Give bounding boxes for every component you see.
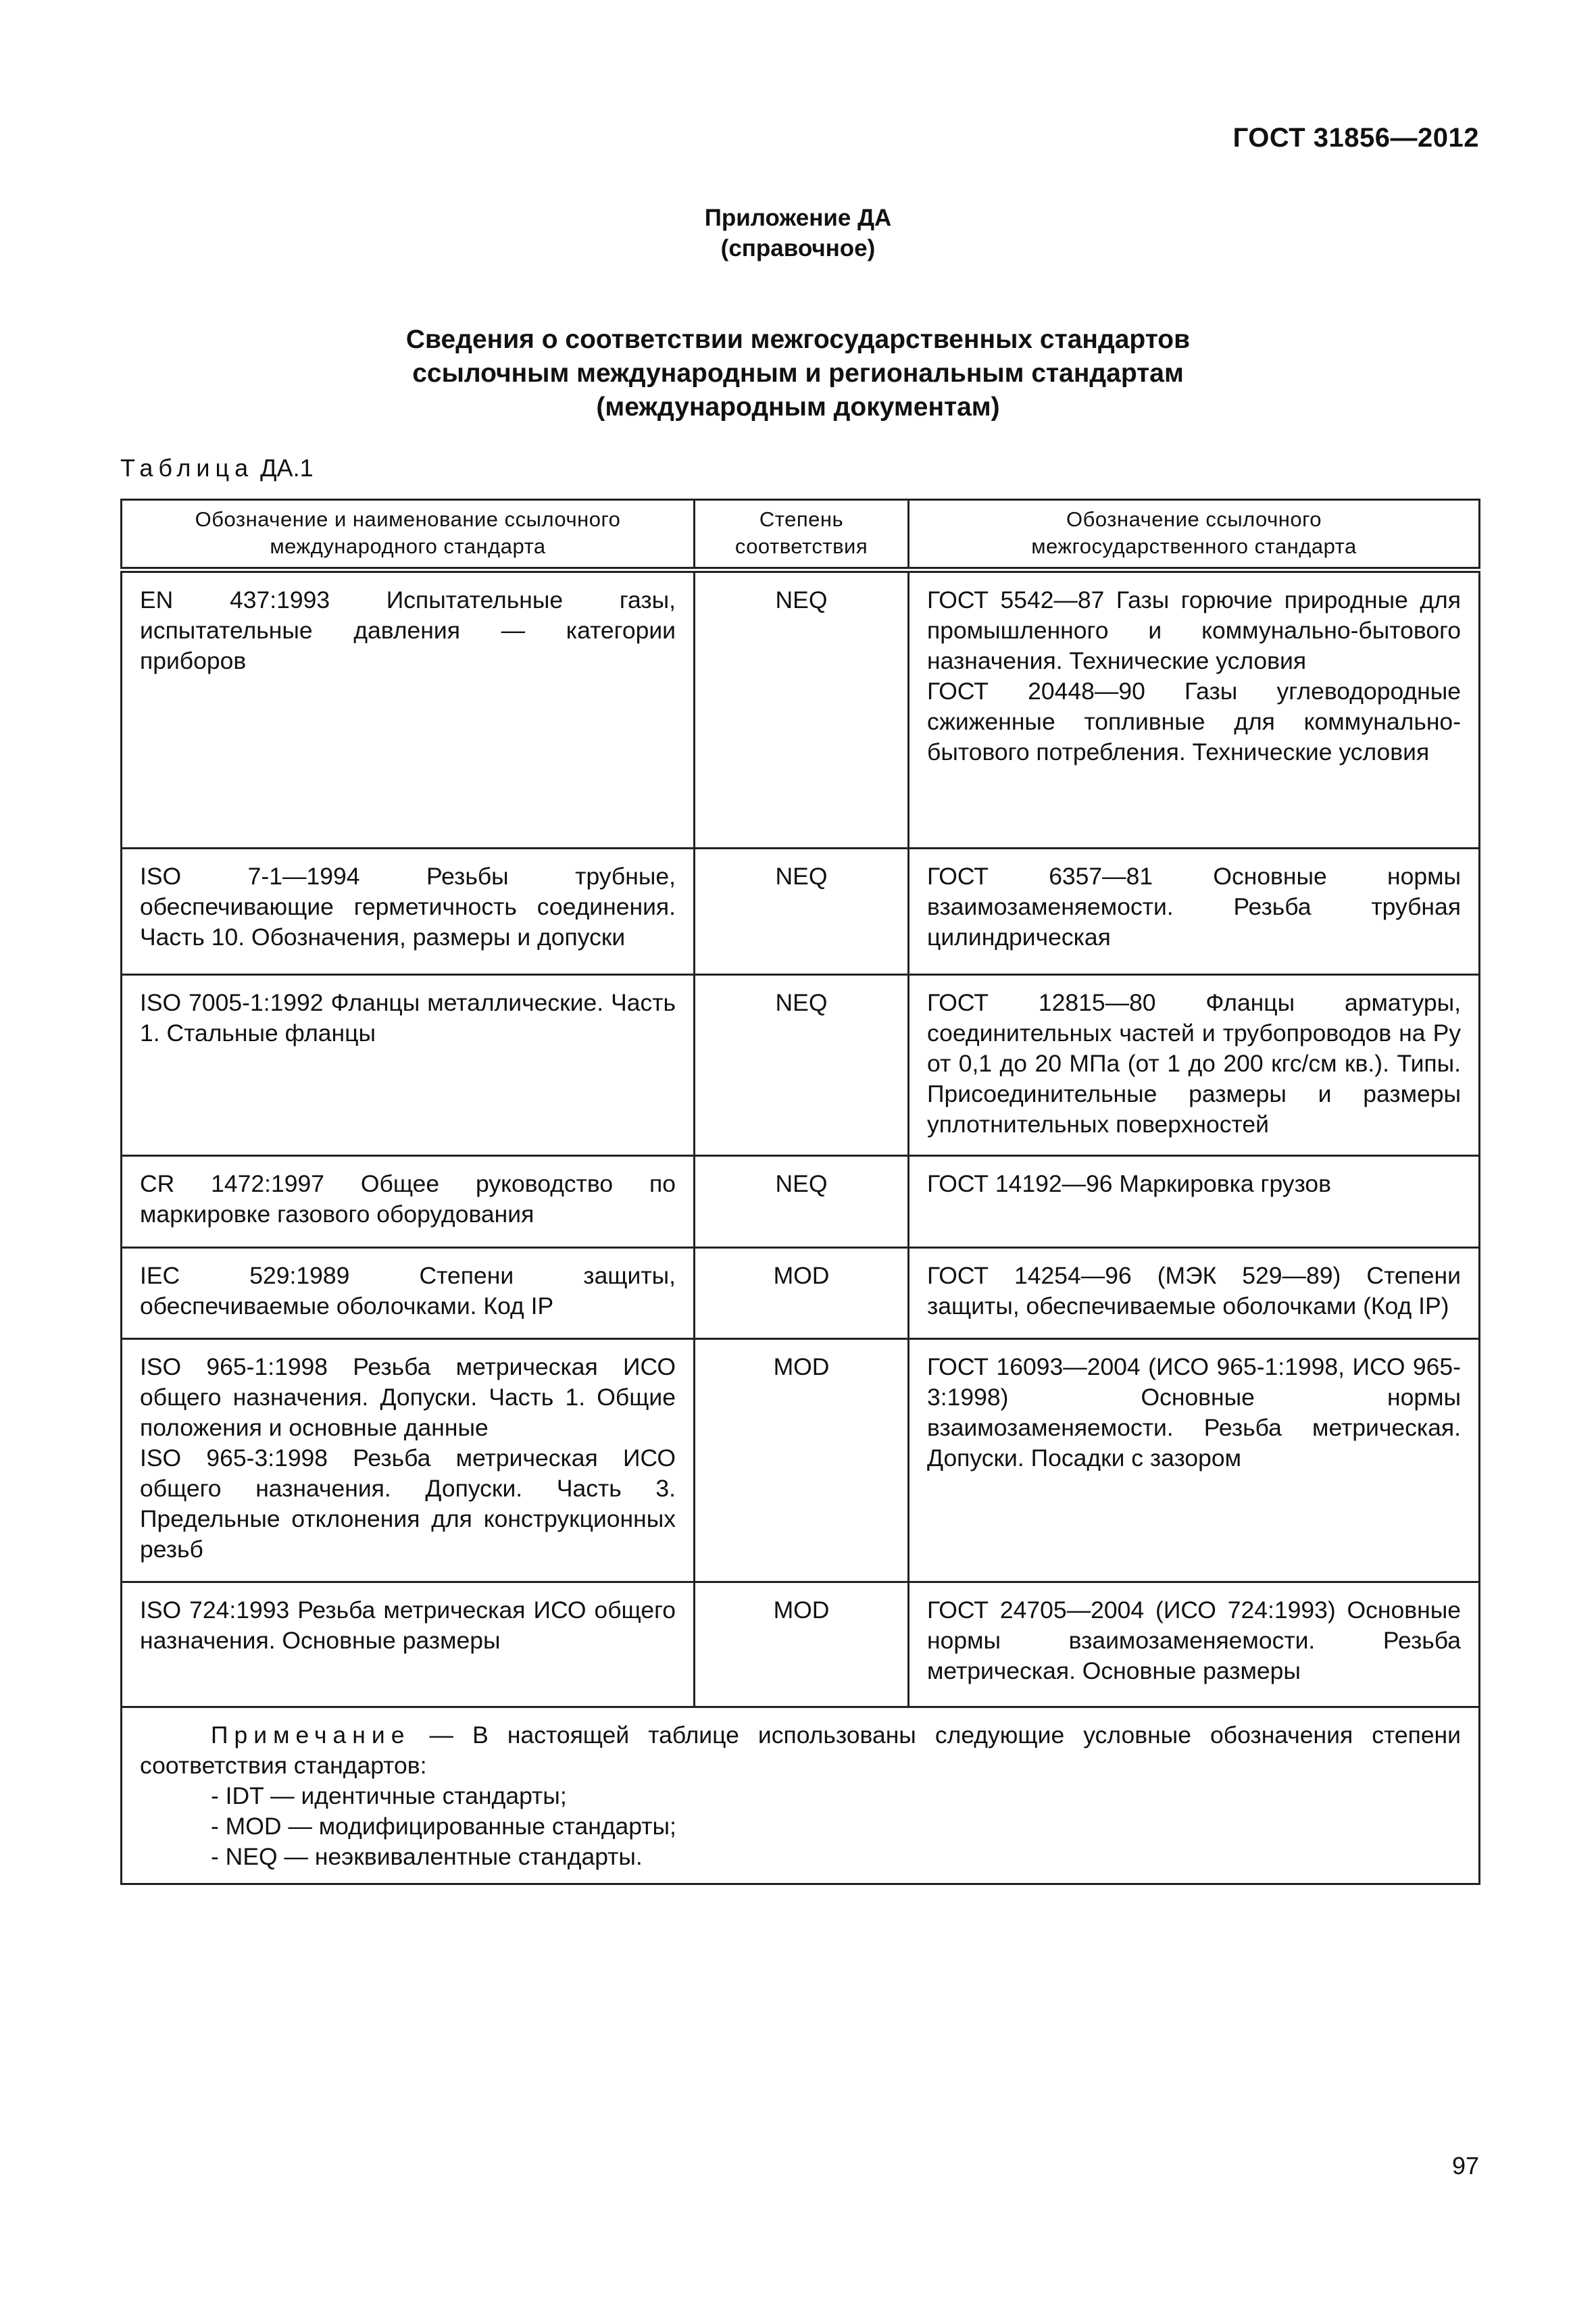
table-label-prefix: Таблица: [120, 454, 254, 482]
table-row: [122, 975, 1480, 1156]
interstate-standard-cell: ГОСТ 14192—96 Маркировка грузов: [909, 1156, 1480, 1248]
correspondence-table: [120, 499, 1480, 1885]
reference-standard-cell: CR 1472:1997 Общее руководство по маркировке газового оборудования: [122, 1156, 695, 1248]
degree-cell: NEQ: [695, 570, 909, 849]
interstate-standard-cell: ГОСТ 24705—2004 (ИСО 724:1993) Основные нормы взаимозаменяемости. Резьба метрическая. Основные размеры: [909, 1582, 1480, 1707]
header-interstate-standard: Обозначение ссылочного межгосударственного стандарта: [909, 500, 1480, 570]
document-title: [0, 323, 1596, 424]
table-row: [122, 1156, 1480, 1248]
table-header-row: [122, 500, 1480, 570]
interstate-standard-cell: ГОСТ 5542—87 Газы горючие природные для промышленного и коммунально-бытового назначения. Технические условия ГОСТ 20448—90 Газы углеводородные сжиженные топливные для коммунально-бытового потребления. Технические условия: [909, 570, 1480, 849]
table-note-row: [122, 1707, 1480, 1884]
table-row: [122, 1339, 1480, 1582]
standard-id: ГОСТ 31856—2012: [1232, 123, 1479, 153]
table-label-number: ДА.1: [260, 454, 314, 482]
degree-cell: NEQ: [695, 1156, 909, 1248]
table-label: [120, 453, 314, 484]
title-line: Сведения о соответствии межгосударственных стандартов: [405, 325, 1191, 354]
interstate-standard-cell: ГОСТ 6357—81 Основные нормы взаимозаменяемости. Резьба трубная цилиндрическая: [909, 849, 1480, 975]
table-row: [122, 1248, 1480, 1339]
header-reference-standard: Обозначение и наименование ссылочного международного стандарта: [122, 500, 695, 570]
appendix-heading: [0, 203, 1596, 263]
degree-cell: MOD: [695, 1339, 909, 1582]
page-number: 97: [1451, 2152, 1479, 2180]
reference-standard-cell: ISO 724:1993 Резьба метрическая ИСО общего назначения. Основные размеры: [122, 1582, 695, 1707]
reference-standard-cell: ISO 7005-1:1992 Фланцы металлические. Часть 1. Стальные фланцы: [122, 975, 695, 1156]
note-item: - MOD — модифицированные стандарты;: [211, 1813, 676, 1840]
note-label: Примечание: [211, 1721, 411, 1749]
title-line: ссылочным международным и региональным стандартам: [412, 359, 1184, 388]
note-text: — В настоящей таблице использованы следующие условные обозначения степени соответствия стандартов:: [140, 1721, 1461, 1779]
table-row: [122, 570, 1480, 849]
table-note: [122, 1707, 1480, 1884]
degree-cell: MOD: [695, 1248, 909, 1339]
degree-cell: MOD: [695, 1582, 909, 1707]
table-row: [122, 1582, 1480, 1707]
appendix-title: Приложение ДА: [704, 205, 892, 231]
interstate-standard-cell: ГОСТ 12815—80 Фланцы арматуры, соединительных частей и трубопроводов на Pу от 0,1 до 20 МПа (от 1 до 200 кгс/см кв.). Типы. Присоединительные размеры и размеры уплотнительных поверхностей: [909, 975, 1480, 1156]
note-item: - NEQ — неэквивалентные стандарты.: [211, 1843, 643, 1870]
reference-standard-cell: IEC 529:1989 Степени защиты, обеспечиваемые оболочками. Код IP: [122, 1248, 695, 1339]
appendix-type: (справочное): [720, 235, 876, 261]
interstate-standard-cell: ГОСТ 16093—2004 (ИСО 965-1:1998, ИСО 965-3:1998) Основные нормы взаимозаменяемости. Резьба метрическая. Допуски. Посадки с зазором: [909, 1339, 1480, 1582]
degree-cell: NEQ: [695, 975, 909, 1156]
reference-standard-cell: ISO 7-1—1994 Резьбы трубные, обеспечивающие герметичность соединения. Часть 10. Обозначения, размеры и допуски: [122, 849, 695, 975]
interstate-standard-cell: ГОСТ 14254—96 (МЭК 529—89) Степени защиты, обеспечиваемые оболочками (Код IP): [909, 1248, 1480, 1339]
degree-cell: NEQ: [695, 849, 909, 975]
reference-standard-cell: EN 437:1993 Испытательные газы, испытательные давления — категории приборов: [122, 570, 695, 849]
note-item: - IDT — идентичные стандарты;: [211, 1782, 567, 1809]
header-degree: Степень соответствия: [695, 500, 909, 570]
table-row: [122, 849, 1480, 975]
reference-standard-cell: ISO 965-1:1998 Резьба метрическая ИСО общего назначения. Допуски. Часть 1. Общие положения и основные данные ISO 965-3:1998 Резьба метрическая ИСО общего назначения. Допуски. Часть 3. Предельные отклонения для конструкционных резьб: [122, 1339, 695, 1582]
title-line: (международным документам): [596, 393, 1000, 422]
